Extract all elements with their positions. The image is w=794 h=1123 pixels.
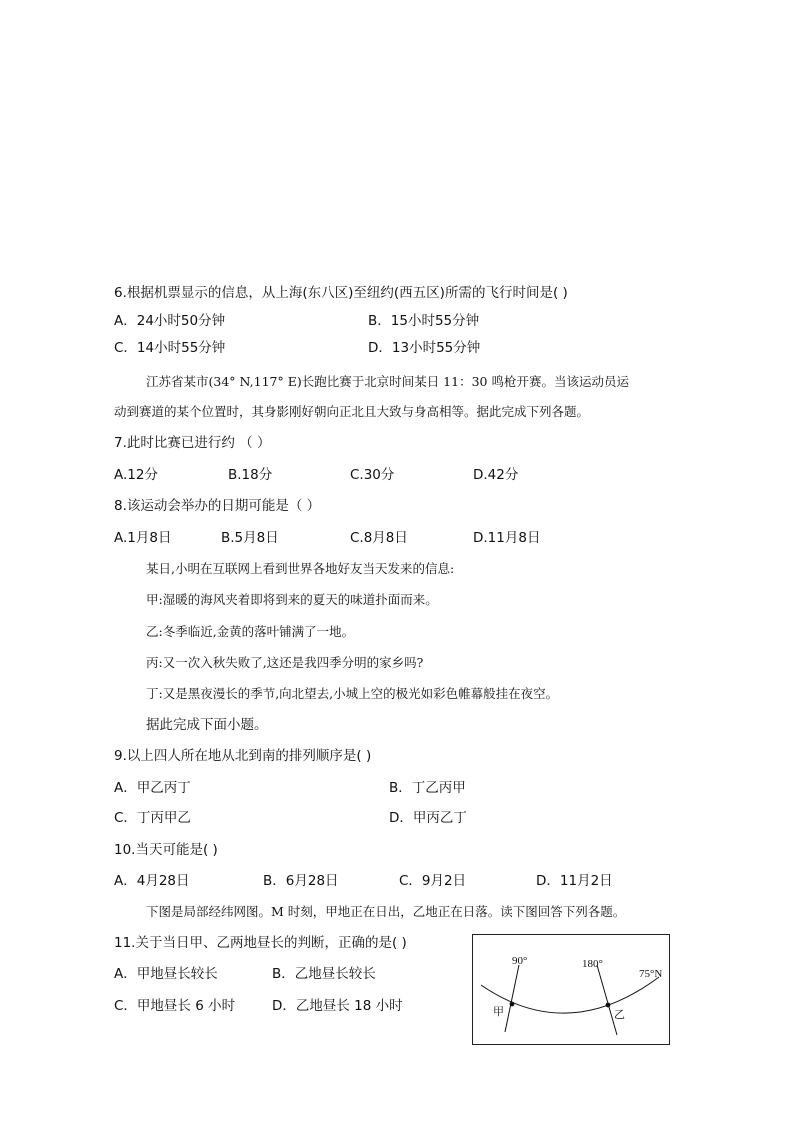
q11-stem: 11.关于当日甲、乙两地昼长的判断，正确的是( )	[114, 935, 407, 951]
q6-option-b: B．15小时55分钟	[368, 313, 480, 329]
q8-option-a: A.1月8日	[114, 530, 172, 546]
passage2-ding: 丁:又是黑夜漫长的季节,向北望去,小城上空的极光如彩色帷幕般挂在夜空。	[146, 686, 559, 701]
q11-option-c: C．甲地昼长 6 小时	[114, 998, 236, 1014]
point-yi	[606, 1003, 611, 1008]
point-jia	[510, 1002, 515, 1007]
q7-option-a: A.12分	[114, 467, 158, 483]
q7-stem: 7.此时比赛已进行约 （ ）	[114, 435, 271, 451]
passage2-jia: 甲:湿暖的海风夹着即将到来的夏天的味道扑面而来。	[146, 592, 438, 607]
q7-option-d: D.42分	[473, 467, 519, 483]
q10-option-c: C．9月2日	[399, 873, 467, 889]
q6-option-c: C．14小时55分钟	[114, 340, 226, 356]
meridian-180	[597, 965, 617, 1035]
q8-stem: 8.该运动会举办的日期可能是（ ）	[114, 498, 321, 514]
passage1-line2: 动到赛道的某个位置时，其身影刚好朝向正北且大致与身高相等。据此完成下列各题。	[114, 404, 590, 419]
q7-option-c: C.30分	[350, 467, 395, 483]
q8-option-d: D.11月8日	[473, 530, 541, 546]
q10-option-a: A．4月28日	[114, 873, 190, 889]
label-90: 90°	[512, 955, 528, 967]
q11-option-a: A．甲地昼长较长	[114, 966, 218, 982]
label-yi: 乙	[614, 1008, 625, 1021]
parallel-75n-arc	[481, 977, 659, 1013]
q6-option-a: A．24小时50分钟	[114, 313, 226, 329]
q8-option-b: B.5月8日	[221, 530, 279, 546]
meridian-90	[505, 965, 519, 1032]
figure-graticule	[473, 935, 671, 1046]
q10-option-d: D．11月2日	[536, 873, 613, 889]
q10-stem: 10.当天可能是( )	[114, 842, 218, 858]
passage2-intro: 某日,小明在互联网上看到世界各地好友当天发来的信息:	[146, 561, 455, 576]
latitude-longitude-figure	[472, 934, 670, 1045]
passage3-line1: 下图是局部经纬网图。M 时刻，甲地正在日出，乙地正在日落。读下图回答下列各题。	[146, 904, 626, 919]
passage2-closing: 据此完成下面小题。	[146, 717, 268, 733]
label-75n: 75°N	[639, 968, 663, 980]
q8-option-c: C.8月8日	[350, 530, 408, 546]
q6-stem: 6.根据机票显示的信息，从上海(东八区)至纽约(西五区)所需的飞行时间是( )	[114, 285, 568, 301]
q7-option-b: B.18分	[228, 467, 273, 483]
passage2-yi: 乙:冬季临近,金黄的落叶铺满了一地。	[146, 624, 355, 639]
passage2-bing: 丙:又一次入秋失败了,这还是我四季分明的家乡吗?	[146, 655, 424, 670]
q6-option-d: D．13小时55分钟	[368, 340, 481, 356]
q9-option-b: B．丁乙丙甲	[389, 780, 466, 796]
q9-stem: 9.以上四人所在地从北到南的排列顺序是( )	[114, 748, 372, 764]
passage1-line1: 江苏省某市(34° N,117° E)长跑比赛于北京时间某日 11：30 鸣枪开赛。当该运动员运	[146, 374, 629, 389]
q10-option-b: B．6月28日	[263, 873, 339, 889]
q9-option-c: C．丁丙甲乙	[114, 810, 191, 826]
q11-option-d: D．乙地昼长 18 小时	[272, 998, 403, 1014]
q9-option-a: A．甲乙丙丁	[114, 780, 191, 796]
label-jia: 甲	[493, 1005, 504, 1018]
q11-option-b: B．乙地昼长较长	[272, 966, 376, 982]
label-180: 180°	[582, 958, 603, 970]
q9-option-d: D．甲丙乙丁	[389, 810, 467, 826]
